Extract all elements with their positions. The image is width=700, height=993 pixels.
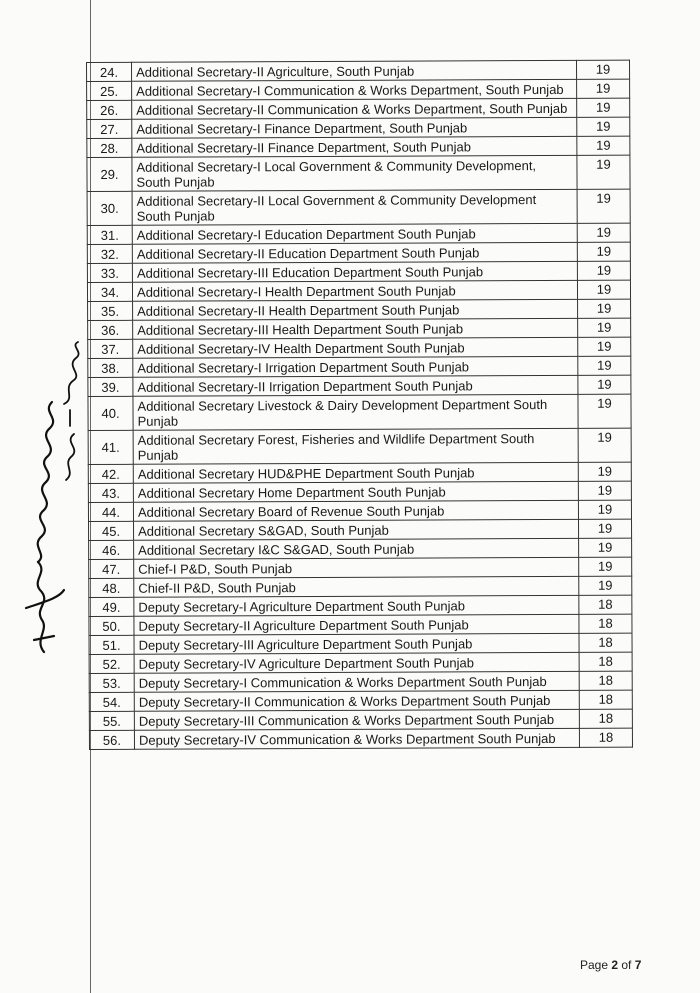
position-title-cell: Additional Secretary I&C S&GAD, South Punjab <box>134 538 579 559</box>
page-current: 2 <box>611 958 619 972</box>
row-number-cell: 48. <box>89 578 134 597</box>
row-number-cell: 38. <box>88 358 133 377</box>
position-title-cell: Additional Secretary-II Local Government & Community Development South Punjab <box>132 189 577 225</box>
table-row <box>87 60 630 81</box>
row-number-cell: 55. <box>89 711 134 730</box>
grade-cell: 19 <box>579 538 632 557</box>
table-row <box>89 728 632 749</box>
grade-cell: 19 <box>577 261 630 280</box>
table-row <box>89 633 632 654</box>
grade-cell: 19 <box>578 462 631 481</box>
table-row <box>87 155 630 191</box>
row-number-cell: 45. <box>89 521 134 540</box>
grade-cell: 19 <box>578 394 631 428</box>
position-title-cell: Deputy Secretary-IV Agriculture Department South Punjab <box>134 652 579 673</box>
grade-cell: 19 <box>579 557 632 576</box>
table-row <box>87 242 630 263</box>
position-title-cell: Deputy Secretary-II Communication & Works Department South Punjab <box>134 690 579 711</box>
row-number-cell: 34. <box>87 282 132 301</box>
row-number-cell: 46. <box>89 540 134 559</box>
row-number-cell: 44. <box>88 502 133 521</box>
row-number-cell: 29. <box>87 157 132 191</box>
position-title-cell: Additional Secretary-I Irrigation Department South Punjab <box>133 356 578 377</box>
row-number-cell: 35. <box>88 301 133 320</box>
table-row <box>88 500 631 521</box>
grade-cell: 19 <box>577 280 630 299</box>
position-title-cell: Additional Secretary Forest, Fisheries and Wildlife Department South Punjab <box>133 428 578 464</box>
table-row <box>89 690 632 711</box>
grade-cell: 19 <box>577 117 630 136</box>
grade-cell: 19 <box>578 318 631 337</box>
row-number-cell: 32. <box>87 244 132 263</box>
position-title-cell: Deputy Secretary-II Agriculture Department South Punjab <box>134 614 579 635</box>
position-title-cell: Additional Secretary-I Health Department South Punjab <box>132 280 577 301</box>
table-row <box>87 98 630 119</box>
position-title-cell: Deputy Secretary-I Agriculture Department South Punjab <box>134 595 579 616</box>
table-row <box>87 280 630 301</box>
row-number-cell: 26. <box>87 100 132 119</box>
table-row <box>87 223 630 244</box>
grade-cell: 19 <box>577 223 630 242</box>
table-row <box>88 428 631 464</box>
row-number-cell: 39. <box>88 377 133 396</box>
row-number-cell: 36. <box>88 320 133 339</box>
row-number-cell: 30. <box>87 191 132 225</box>
row-number-cell: 37. <box>88 339 133 358</box>
table-row <box>88 356 631 377</box>
table-row <box>87 189 630 225</box>
table-row <box>87 136 630 157</box>
position-title-cell: Chief-I P&D, South Punjab <box>134 557 579 578</box>
table-row <box>88 375 631 396</box>
table-row <box>88 299 631 320</box>
grade-cell: 18 <box>579 671 632 690</box>
table-row <box>87 261 630 282</box>
row-number-cell: 52. <box>89 654 134 673</box>
table-row <box>89 652 632 673</box>
grade-cell: 18 <box>579 652 632 671</box>
position-title-cell: Additional Secretary-II Irrigation Department South Punjab <box>133 375 578 396</box>
grade-cell: 18 <box>579 614 632 633</box>
row-number-cell: 49. <box>89 597 134 616</box>
grade-cell: 19 <box>576 60 629 79</box>
table-row <box>89 557 632 578</box>
position-title-cell: Additional Secretary-I Finance Department, South Punjab <box>132 117 577 138</box>
table-row <box>89 614 632 635</box>
position-title-cell: Additional Secretary S&GAD, South Punjab <box>134 519 579 540</box>
table-row <box>88 337 631 358</box>
table-row <box>88 481 631 502</box>
grade-cell: 19 <box>578 428 631 462</box>
table-row <box>89 576 632 597</box>
row-number-cell: 40. <box>88 396 133 430</box>
row-number-cell: 33. <box>87 263 132 282</box>
table-row <box>89 671 632 692</box>
grade-cell: 18 <box>579 595 632 614</box>
position-title-cell: Additional Secretary Board of Revenue South Punjab <box>133 500 578 521</box>
position-title-cell: Additional Secretary-II Agriculture, South Punjab <box>132 60 577 81</box>
positions-table <box>86 60 633 750</box>
position-title-cell: Additional Secretary-III Education Department South Punjab <box>132 261 577 282</box>
grade-cell: 19 <box>578 481 631 500</box>
row-number-cell: 54. <box>89 692 134 711</box>
grade-cell: 19 <box>579 576 632 595</box>
position-title-cell: Additional Secretary-III Health Department South Punjab <box>133 318 578 339</box>
row-number-cell: 24. <box>87 62 132 81</box>
position-title-cell: Additional Secretary HUD&PHE Department South Punjab <box>133 462 578 483</box>
position-title-cell: Additional Secretary-IV Health Department South Punjab <box>133 337 578 358</box>
grade-cell: 18 <box>579 690 632 709</box>
row-number-cell: 53. <box>89 673 134 692</box>
row-number-cell: 47. <box>89 559 134 578</box>
table-row <box>87 79 630 100</box>
grade-cell: 19 <box>578 500 631 519</box>
grade-cell: 19 <box>577 155 630 189</box>
position-title-cell: Additional Secretary-II Finance Department, South Punjab <box>132 136 577 157</box>
page-number <box>580 958 641 972</box>
table-row <box>88 318 631 339</box>
grade-cell: 19 <box>577 189 630 223</box>
table-row <box>89 538 632 559</box>
position-title-cell: Additional Secretary-I Education Department South Punjab <box>132 223 577 244</box>
row-number-cell: 43. <box>88 483 133 502</box>
grade-cell: 18 <box>579 728 632 747</box>
grade-cell: 19 <box>578 375 631 394</box>
row-number-cell: 42. <box>88 464 133 483</box>
grade-cell: 19 <box>578 299 631 318</box>
position-title-cell: Deputy Secretary-I Communication & Works Department South Punjab <box>134 671 579 692</box>
position-title-cell: Additional Secretary-I Communication & Works Department, South Punjab <box>132 79 577 100</box>
position-title-cell: Deputy Secretary-IV Communication & Works Department South Punjab <box>134 728 579 749</box>
table-row <box>89 709 632 730</box>
handwritten-signature <box>4 340 94 660</box>
grade-cell: 19 <box>577 79 630 98</box>
row-number-cell: 27. <box>87 119 132 138</box>
page-total: 7 <box>634 958 642 972</box>
grade-cell: 19 <box>577 98 630 117</box>
row-number-cell: 51. <box>89 635 134 654</box>
grade-cell: 19 <box>579 519 632 538</box>
position-title-cell: Additional Secretary Livestock & Dairy Development Department South Punjab <box>133 394 578 430</box>
grade-cell: 19 <box>578 356 631 375</box>
row-number-cell: 56. <box>89 730 134 749</box>
grade-cell: 18 <box>579 633 632 652</box>
table-row <box>88 462 631 483</box>
positions-table-wrapper <box>86 60 632 750</box>
table-row <box>88 394 631 430</box>
table-row <box>89 519 632 540</box>
position-title-cell: Additional Secretary-I Local Government & Community Development, South Punjab <box>132 155 577 191</box>
position-title-cell: Additional Secretary-II Health Department South Punjab <box>133 299 578 320</box>
position-title-cell: Deputy Secretary-III Agriculture Department South Punjab <box>134 633 579 654</box>
row-number-cell: 50. <box>89 616 134 635</box>
position-title-cell: Chief-II P&D, South Punjab <box>134 576 579 597</box>
grade-cell: 19 <box>578 337 631 356</box>
row-number-cell: 25. <box>87 81 132 100</box>
position-title-cell: Additional Secretary Home Department South Punjab <box>133 481 578 502</box>
row-number-cell: 28. <box>87 138 132 157</box>
grade-cell: 18 <box>579 709 632 728</box>
page-of-label: of <box>618 958 635 972</box>
grade-cell: 19 <box>577 242 630 261</box>
grade-cell: 19 <box>577 136 630 155</box>
positions-table-body <box>87 60 633 749</box>
table-row <box>87 117 630 138</box>
position-title-cell: Deputy Secretary-III Communication & Works Department South Punjab <box>134 709 579 730</box>
page-label: Page <box>580 958 612 972</box>
position-title-cell: Additional Secretary-II Education Department South Punjab <box>132 242 577 263</box>
row-number-cell: 41. <box>88 430 133 464</box>
row-number-cell: 31. <box>87 225 132 244</box>
table-row <box>89 595 632 616</box>
position-title-cell: Additional Secretary-II Communication & Works Department, South Punjab <box>132 98 577 119</box>
